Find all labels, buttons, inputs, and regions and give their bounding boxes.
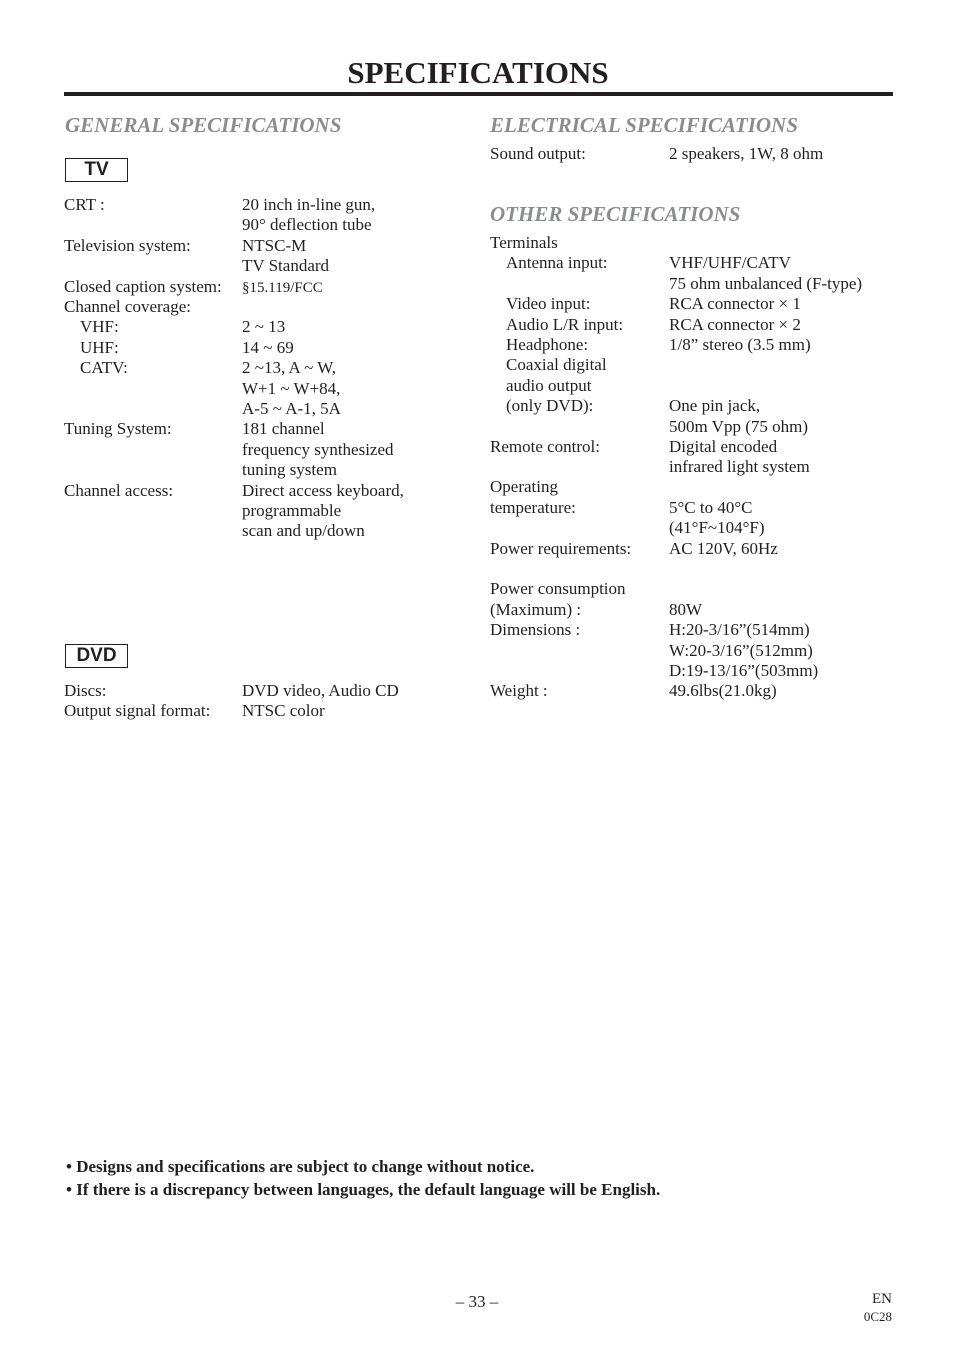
dimensions-label: Dimensions : [490, 620, 581, 640]
tuning-value-line: tuning system [242, 460, 337, 480]
crt-value [242, 195, 375, 236]
antenna-value-line: 75 ohm unbalanced (F-type) [669, 273, 863, 293]
weight-value: 49.6lbs(21.0kg) [669, 681, 777, 701]
sound-output-value: 2 speakers, 1W, 8 ohm [669, 144, 824, 163]
power-requirements-label: Power requirements: [490, 538, 632, 558]
vhf-value: 2 ~ 13 [242, 317, 286, 337]
audio-input-value: RCA connector × 2 [669, 314, 801, 334]
tv-system-value-line: NTSC-M [242, 235, 307, 255]
tuning-value-line: frequency synthesized [242, 439, 394, 459]
remote-value-line: Digital encoded [669, 436, 778, 456]
other-specifications-heading: OTHER SPECIFICATIONS [490, 202, 741, 226]
channel-coverage-label: Channel coverage: [64, 297, 191, 316]
catv-value-line: W+1 ~ W+84, [242, 378, 341, 398]
temperature-value-line: 5°C to 40°C [669, 497, 753, 517]
discs-value: DVD video, Audio CD [242, 681, 399, 700]
electrical-specs [490, 144, 890, 166]
discs-label: Discs: [64, 681, 107, 700]
headphone-label: Headphone: [506, 335, 589, 354]
coaxial-value-line: One pin jack, [669, 396, 761, 416]
antenna-input-value [669, 253, 862, 294]
closed-caption-label: Closed caption system: [64, 276, 222, 296]
electrical-specifications-heading: ELECTRICAL SPECIFICATIONS [490, 113, 798, 137]
headphone-value: 1/8” stereo (3.5 mm) [669, 335, 811, 354]
operating-temperature-value [669, 498, 765, 539]
page-title: SPECIFICATIONS [347, 55, 609, 90]
dimensions-value-line: D:19-13/16”(503mm) [669, 660, 819, 680]
video-input-value: RCA connector × 1 [669, 294, 801, 314]
coaxial-label-line: (only DVD): [506, 396, 594, 416]
consumption-label-line: (Maximum) : [490, 599, 582, 619]
uhf-label: UHF: [80, 337, 119, 357]
coaxial-label-line: audio output [506, 375, 592, 395]
tuning-value-line: 181 channel [242, 419, 325, 439]
language-label: EN [872, 1291, 892, 1307]
tv-system-value-line: TV Standard [242, 256, 330, 276]
remote-value-line: infrared light system [669, 456, 810, 476]
coaxial-output-value [669, 396, 808, 437]
sound-output-label: Sound output: [490, 144, 586, 163]
tuning-system-label: Tuning System: [64, 419, 172, 439]
access-value-line: Direct access keyboard, [242, 480, 404, 500]
dimensions-value [669, 620, 818, 681]
language-code [864, 1291, 892, 1325]
catv-label: CATV: [80, 358, 128, 378]
crt-label: CRT : [64, 195, 105, 214]
access-value-line: programmable [242, 500, 342, 520]
tv-badge: TV [65, 158, 128, 182]
antenna-value-line: VHF/UHF/CATV [669, 253, 791, 273]
tv-system-label: Television system: [64, 235, 191, 255]
coaxial-label-line: Coaxial digital [506, 355, 607, 375]
access-value-line: scan and up/down [242, 521, 365, 541]
channel-access-label: Channel access: [64, 480, 174, 500]
coaxial-value-line: 500m Vpp (75 ohm) [669, 416, 808, 436]
vhf-label: VHF: [80, 317, 119, 337]
tv-specs [64, 195, 454, 545]
remote-control-value [669, 437, 810, 478]
weight-label: Weight : [490, 681, 548, 701]
antenna-input-label: Antenna input: [506, 253, 608, 273]
catv-value [242, 358, 341, 419]
general-specifications-heading: GENERAL SPECIFICATIONS [65, 113, 342, 137]
note-item: • If there is a discrepancy between languages, the default language will be English. [66, 1180, 661, 1199]
channel-access-value [242, 481, 404, 542]
video-input-label: Video input: [506, 294, 591, 314]
dimensions-value-line: W:20-3/16”(512mm) [669, 640, 813, 660]
consumption-label-line: Power consumption [490, 579, 626, 599]
terminals-label: Terminals [490, 233, 558, 252]
title-rule [64, 92, 893, 96]
temperature-label-line: temperature: [490, 497, 576, 517]
closed-caption-value: §15.119/FCC [242, 279, 323, 296]
dvd-badge: DVD [65, 644, 128, 668]
document-code: 0C28 [863, 1309, 892, 1324]
tuning-system-value [242, 419, 394, 480]
dvd-specs [64, 681, 454, 726]
uhf-value: 14 ~ 69 [242, 337, 294, 357]
tv-system-value [242, 236, 329, 277]
power-consumption-value: 80W [669, 599, 703, 619]
output-signal-label: Output signal format: [64, 701, 211, 721]
temperature-label-line: Operating [490, 477, 558, 497]
power-requirements-value: AC 120V, 60Hz [669, 538, 778, 558]
operating-temperature-label [490, 477, 576, 518]
temperature-value-line: (41°F~104°F) [669, 518, 765, 538]
dimensions-value-line: H:20-3/16”(514mm) [669, 620, 810, 640]
coaxial-output-label [506, 355, 607, 416]
catv-value-line: A-5 ~ A-1, 5A [242, 398, 341, 418]
catv-value-line: 2 ~13, A ~ W, [242, 358, 336, 378]
note-item: • Designs and specifications are subject to change without notice. [66, 1157, 535, 1176]
other-specs [490, 233, 890, 708]
notes [66, 1155, 660, 1201]
crt-value-line: 90° deflection tube [242, 215, 372, 235]
power-consumption-label [490, 579, 626, 620]
audio-input-label: Audio L/R input: [506, 314, 624, 334]
page-number: – 33 – [455, 1292, 499, 1311]
crt-value-line: 20 inch in-line gun, [242, 195, 376, 214]
remote-control-label: Remote control: [490, 436, 601, 456]
output-signal-value: NTSC color [242, 701, 325, 721]
